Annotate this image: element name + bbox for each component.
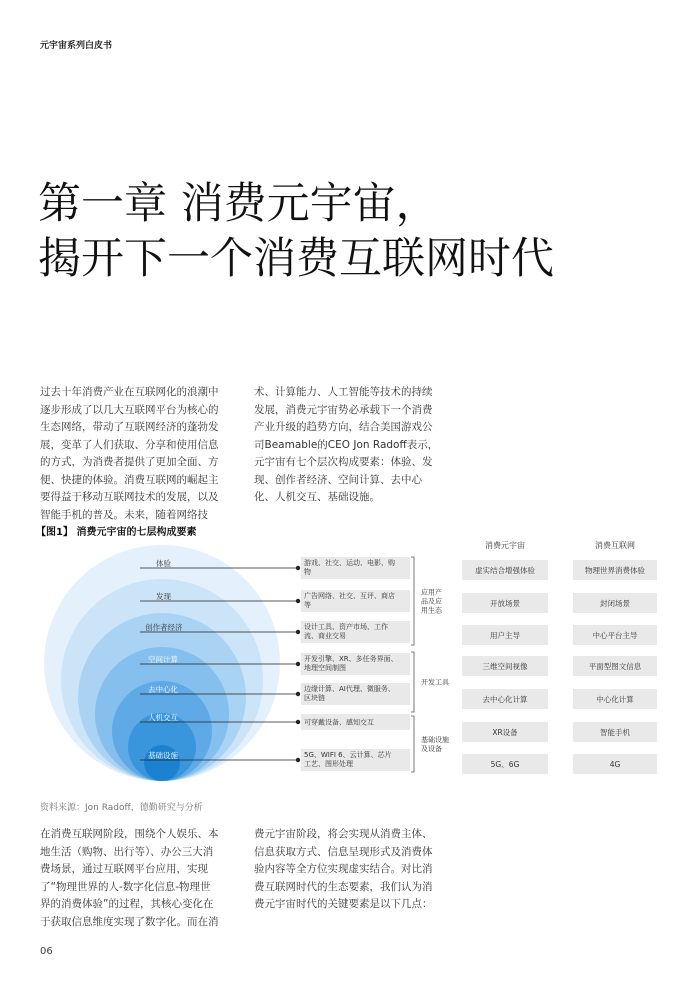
internet-item-label: 4G (609, 760, 621, 769)
text-line: 司Beamable的CEO Jon Radoff表示， (254, 438, 439, 451)
metaverse-item-label: 用户主导 (490, 631, 520, 640)
description-text: 地理空间制图 (304, 664, 346, 672)
text-line: 界的消费体验”的过程，其核心变化在 (40, 898, 214, 910)
text-line: 元宇宙有七个层次构成要素：体验、发 (254, 456, 433, 468)
figure-title: 【图1】 消费元宇宙的七层构成要素 (36, 527, 197, 538)
metaverse-item-label: 开放场景 (490, 599, 520, 608)
metaverse-item-label: XR设备 (492, 728, 518, 737)
layer-label: 空间计算 (148, 655, 178, 664)
connector-dot (296, 758, 300, 762)
group-label: 品及应 (421, 597, 442, 606)
layer-label: 创作者经济 (145, 623, 183, 632)
group-bracket (411, 652, 414, 712)
group-bracket (411, 557, 414, 645)
figure-source: 资料来源：Jon Radoff，德勤研究与分析 (40, 803, 203, 813)
metaverse-item-label: 虚实结合增强体验 (475, 566, 535, 575)
body-left-column (40, 826, 238, 931)
intro-right-column (254, 384, 450, 507)
text-line: 在消费互联网阶段，围绕个人娱乐、本 (40, 828, 219, 840)
text-line: 于获取信息维度实现了数字化。而在消 (40, 915, 219, 928)
text-line: 化、人机交互、基础设施。 (254, 491, 380, 503)
description-text: 游戏、社交、运动、电影、购 (304, 559, 395, 567)
body-right-column (254, 826, 450, 914)
description-boxes (301, 557, 410, 771)
text-line: 过去十年消费产业在互联网化的浪潮中 (40, 386, 219, 398)
connector-dot (296, 662, 300, 666)
internet-item-label: 物理世界消费体验 (585, 566, 645, 575)
text-line: 地生活（购物、出行等）、办公三大消 (40, 845, 214, 858)
text-line: 产业升级的趋势方向，结合美国游戏公 (254, 421, 433, 433)
internet-item-label: 封闭场景 (600, 599, 630, 608)
chapter-title-line-2: 揭开下一个消费互联网时代 (38, 234, 554, 284)
metaverse-column-header: 消费元宇宙 (485, 541, 525, 550)
metaverse-items (462, 560, 548, 774)
text-line: 的方式，为消费者提供了更加全面、方 (40, 456, 219, 468)
text-line: 费场景，通过互联网平台应用，实现 (40, 863, 208, 875)
group-label: 基础设施 (421, 736, 449, 744)
group-label: 及设备 (421, 745, 442, 753)
seven-layer-diagram (0, 530, 700, 798)
description-text: 工艺、图形处理 (304, 760, 353, 768)
description-text: 5G、WIFI 6、云计算、芯片 (304, 751, 392, 759)
group-brackets (411, 557, 450, 772)
internet-item-label: 智能手机 (600, 728, 630, 737)
internet-item-label: 中心平台主导 (592, 631, 638, 640)
text-line: 便、快捷的体验。消费互联网的崛起主 (40, 473, 219, 486)
description-text: 边缘计算、AI代理、微服务、 (304, 685, 395, 693)
connector-dot (296, 566, 300, 570)
layer-label: 基础设施 (148, 751, 178, 760)
layer-label: 体验 (156, 559, 171, 568)
internet-item-label: 平面型图文信息 (588, 662, 642, 671)
group-label: 用生态 (421, 606, 442, 615)
internet-items (573, 560, 657, 774)
text-line: 智能手机的普及。未来，随着网络技 (40, 508, 208, 521)
text-line: 生态网络，带动了互联网经济的蓬勃发 (40, 421, 219, 433)
text-line: 信息获取方式、信息呈现形式及消费体 (254, 845, 433, 858)
text-line: 现、创作者经济、空间计算、去中心 (254, 473, 422, 486)
description-text: 等 (304, 601, 311, 609)
group-label: 应用产 (421, 588, 442, 597)
text-line: 验内容等全方位实现虚实结合。对比消 (254, 863, 433, 875)
group-bracket (411, 716, 414, 772)
group-label: 开发工具 (421, 678, 449, 687)
metaverse-item-label: 去中心化计算 (482, 695, 528, 704)
text-line: 了“物理世界的人-数字化信息-物理世 (40, 880, 211, 893)
description-text: 设计工具、资产市场、工作 (304, 623, 388, 631)
metaverse-item-label: 5G、6G (490, 760, 520, 769)
metaverse-item-label: 三维空间视像 (482, 662, 528, 671)
internet-item-label: 中心化计算 (596, 695, 634, 704)
description-text: 区块链 (304, 694, 325, 702)
text-line: 发展，消费元宇宙势必承载下一个消费 (254, 403, 433, 416)
description-text: 流、商业交易 (304, 632, 346, 640)
layer-label: 去中心化 (148, 685, 178, 694)
text-line: 术、计算能力、人工智能等技术的持续 (254, 386, 433, 398)
description-text: 广告网络、社交、互评、商店 (304, 592, 395, 600)
text-line: 要得益于移动互联网技术的发展，以及 (40, 491, 219, 503)
connector-dot (296, 630, 300, 634)
internet-column-header: 消费互联网 (595, 541, 635, 550)
series-header: 元宇宙系列白皮书 (40, 41, 113, 51)
description-text: 开发引擎、XR、多任务界面、 (304, 655, 398, 663)
connector-dot (296, 720, 300, 724)
page-number: 06 (40, 946, 53, 957)
text-line: 费元宇宙阶段，将会实现从消费主体、 (254, 828, 433, 840)
description-text: 物 (304, 568, 311, 576)
connector-dot (296, 692, 300, 696)
chapter-title-line-1: 第一章 消费元宇宙， (38, 179, 439, 229)
text-line: 展，变革了人们获取、分享和使用信息 (40, 438, 219, 451)
layer-label: 发现 (156, 592, 171, 601)
text-line: 逐步形成了以几大互联网平台为核心的 (40, 403, 219, 416)
connector-dot (296, 599, 300, 603)
intro-left-column (40, 384, 238, 524)
text-line: 费互联网时代的生态要素，我们认为消 (254, 880, 433, 893)
text-line: 费元宇宙时代的关键要素是以下几点： (254, 898, 433, 910)
layer-label: 人机交互 (148, 713, 178, 722)
description-text: 可穿戴设备、感知交互 (304, 718, 374, 727)
